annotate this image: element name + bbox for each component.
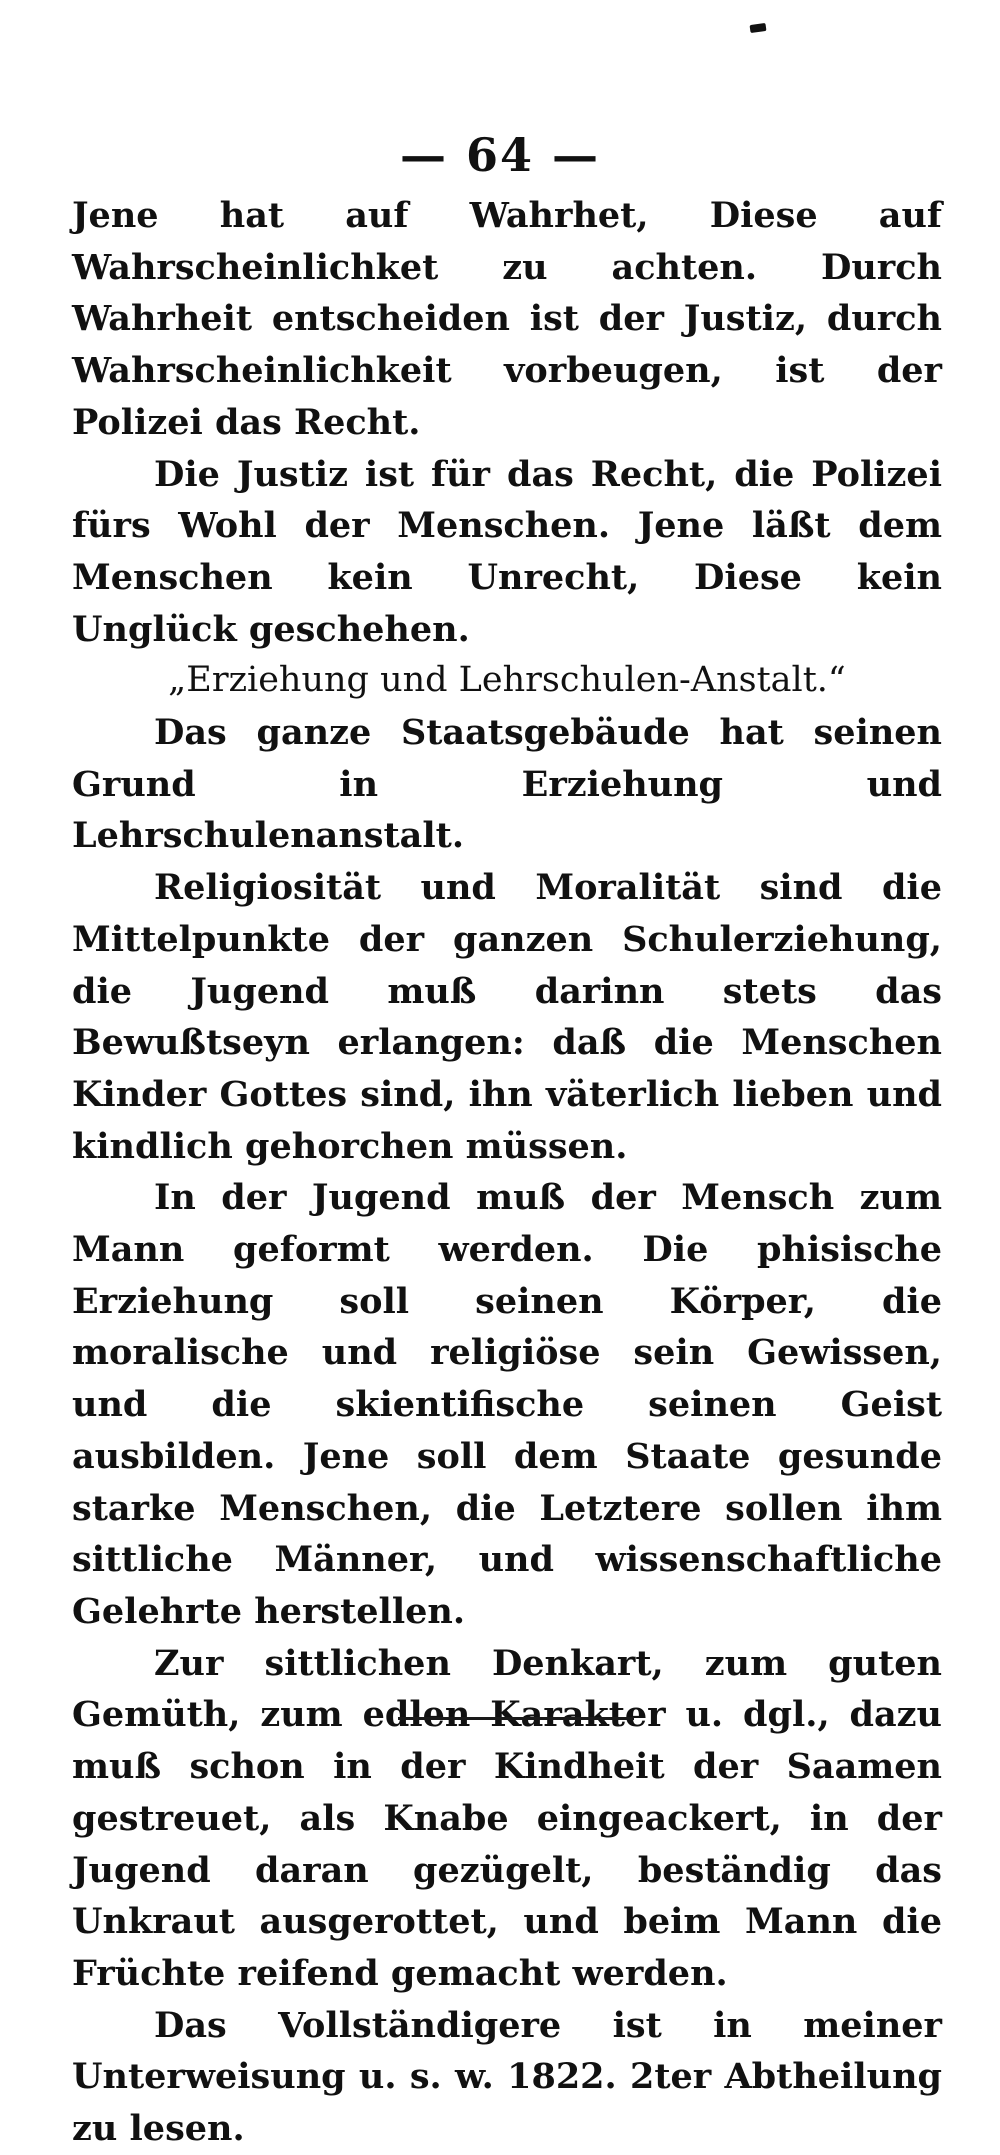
page-number-header: — 64 — xyxy=(399,128,601,182)
paragraph-justice-police-principles: Jene hat auf Wahrhet, Diese auf Wahrscheinlichket zu achten. Durch Wahrheit entscheiden ist der Justiz, durch Wahrscheinlichkeit vorbeugen, ist der Polizei das Recht. xyxy=(72,195,942,443)
underline-rule xyxy=(398,1717,634,1720)
paragraph-moral-character: Zur sittlichen Denkart, zum guten Gemüth, zum edlen Karakter u. dgl., dazu muß schon in der Kindheit der Saamen gestreuet, als Knabe eingeackert, in der Jugend daran gezügelt, beständig das Unkraut ausgerottet, und beim Mann die Früchte reifend gemacht werden. xyxy=(72,1642,942,1994)
section-heading-education: „Erziehung und Lehrschulen-Anstalt.“ xyxy=(168,660,846,701)
paragraph-religion-morality: Religiosität und Moralität sind die Mittelpunkte der ganzen Schulerziehung, die Jugend muß darinn stets das Bewußtseyn erlangen: daß die Menschen Kinder Gottes sind, ihn väterlich lieben und kindlich gehorchen müssen. xyxy=(72,867,942,1167)
paragraph-youth-education: In der Jugend muß der Mensch zum Mann geformt werden. Die phisische Erziehung soll seinen Körper, die moralische und religiöse sein Gewissen, und die skientifische seinen Geist ausbilden. Jene soll dem Staate gesunde starke Menschen, die Letztere sollen ihm sittliche Männer, und wissenschaftliche Gelehrte herstellen. xyxy=(72,1177,942,1632)
paragraph-state-foundation: Das ganze Staatsgebäude hat seinen Grund in Erziehung und Lehrschulenanstalt. xyxy=(72,712,942,857)
page-body xyxy=(72,190,942,2155)
ink-speck xyxy=(750,23,767,33)
paragraph-justice-vs-police: Die Justiz ist für das Recht, die Polizei fürs Wohl der Menschen. Jene läßt dem Menschen kein Unrecht, Diese kein Unglück geschehen. xyxy=(72,453,942,650)
paragraph-reference-note: Das Vollständigere ist in meiner Unterweisung u. s. w. 1822. 2ter Abtheilung zu lesen. xyxy=(72,2004,942,2150)
